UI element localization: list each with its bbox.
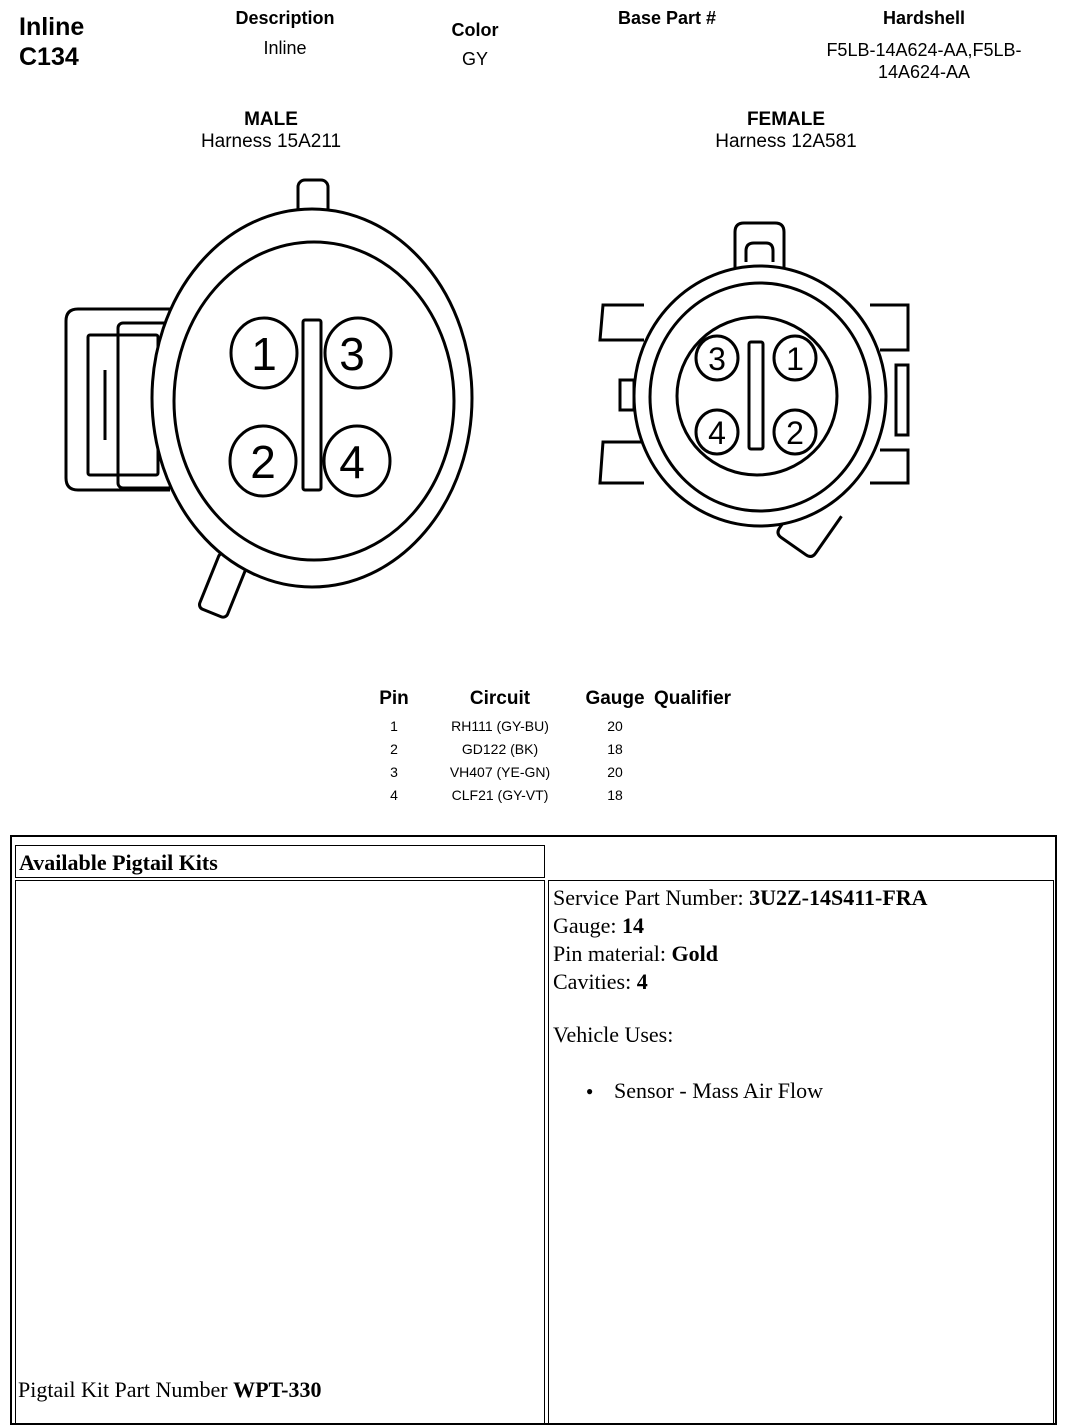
pin-material-row [553, 940, 928, 968]
vehicle-uses-label: Vehicle Uses: [553, 1022, 674, 1047]
gauge-header: Gauge [585, 688, 645, 709]
circuit-cell: RH111 (GY-BU) [451, 717, 549, 734]
pin-material-value: Gold [671, 941, 718, 966]
color-value: GY [461, 49, 488, 69]
hardshell-value-line2: 14A624-AA [877, 62, 971, 82]
male-pin-1-label: 1 [251, 328, 277, 380]
gauge-label: Gauge: [553, 913, 623, 938]
female-pin-4-label: 4 [708, 415, 726, 451]
female-connector-drawing [600, 223, 908, 559]
gauge-cell: 20 [607, 763, 623, 780]
qualifier-header: Qualifier [654, 688, 732, 709]
circuit-cell: GD122 (BK) [461, 740, 539, 757]
male-pin-4-label: 4 [339, 436, 365, 488]
table-row [368, 714, 744, 737]
gauge-value: 14 [622, 913, 645, 938]
pin-cell: 4 [390, 786, 398, 803]
list-item: ● Sensor - Mass Air Flow [586, 1078, 823, 1104]
kit-part-value: WPT-330 [233, 1377, 322, 1402]
color-label: Color [451, 20, 499, 40]
pin-cell: 1 [390, 717, 398, 734]
circuit-cell: CLF21 (GY-VT) [451, 786, 549, 803]
female-pin-2-label: 2 [786, 415, 804, 451]
hardshell-label: Hardshell [882, 8, 966, 28]
gauge-cell: 18 [607, 740, 623, 757]
connector-diagram [0, 0, 1069, 680]
kit-part-label: Pigtail Kit Part Number [18, 1377, 234, 1402]
qualifier-cell [650, 737, 744, 760]
table-row [368, 783, 744, 806]
hardshell-value-line1: F5LB-14A624-AA,F5LB- [826, 40, 1022, 60]
description-label: Description [235, 8, 335, 28]
cavities-label: Cavities: [553, 969, 637, 994]
pin-header: Pin [379, 688, 409, 709]
female-harness: Harness 12A581 [715, 131, 857, 152]
male-pin-3-label: 3 [339, 328, 365, 380]
pin-cell: 2 [390, 740, 398, 757]
cavities-value: 4 [636, 969, 648, 994]
table-row [368, 760, 744, 783]
pigtail-header-spacer [548, 845, 1054, 878]
pin-table-header [368, 688, 744, 714]
service-part-label: Service Part Number: [553, 885, 750, 910]
gauge-cell: 18 [607, 786, 623, 803]
qualifier-cell [650, 714, 744, 737]
pigtail-header: Available Pigtail Kits [15, 845, 545, 878]
female-pin-3-label: 3 [708, 341, 726, 377]
pin-cell: 3 [390, 763, 398, 780]
service-part-value: 3U2Z-14S411-FRA [749, 885, 928, 910]
table-row [368, 737, 744, 760]
vehicle-uses-list [586, 1078, 823, 1104]
description-value: Inline [263, 38, 307, 58]
cavities-row [553, 968, 928, 996]
female-pin-1-label: 1 [786, 341, 804, 377]
male-pin-2-label: 2 [250, 436, 276, 488]
male-connector-drawing [66, 180, 472, 619]
qualifier-cell [650, 760, 744, 783]
male-harness: Harness 15A211 [200, 131, 342, 152]
circuit-cell: VH407 (YE-GN) [449, 763, 551, 780]
base-part-label: Base Part # [617, 8, 717, 28]
female-title: FEMALE [746, 109, 826, 130]
qualifier-cell [650, 783, 744, 806]
service-part-row [553, 884, 928, 912]
pigtail-image-cell [15, 880, 545, 1425]
gauge-cell: 20 [607, 717, 623, 734]
male-title: MALE [244, 109, 298, 130]
pin-material-label: Pin material: [553, 941, 672, 966]
pin-table [368, 688, 744, 806]
circuit-header: Circuit [469, 688, 531, 709]
pigtail-specs [553, 884, 928, 996]
gauge-row [553, 912, 928, 940]
connector-title-line1: Inline [19, 13, 85, 41]
connector-title-line2: C134 [19, 43, 79, 71]
pigtail-kit-part-number [18, 1377, 322, 1403]
